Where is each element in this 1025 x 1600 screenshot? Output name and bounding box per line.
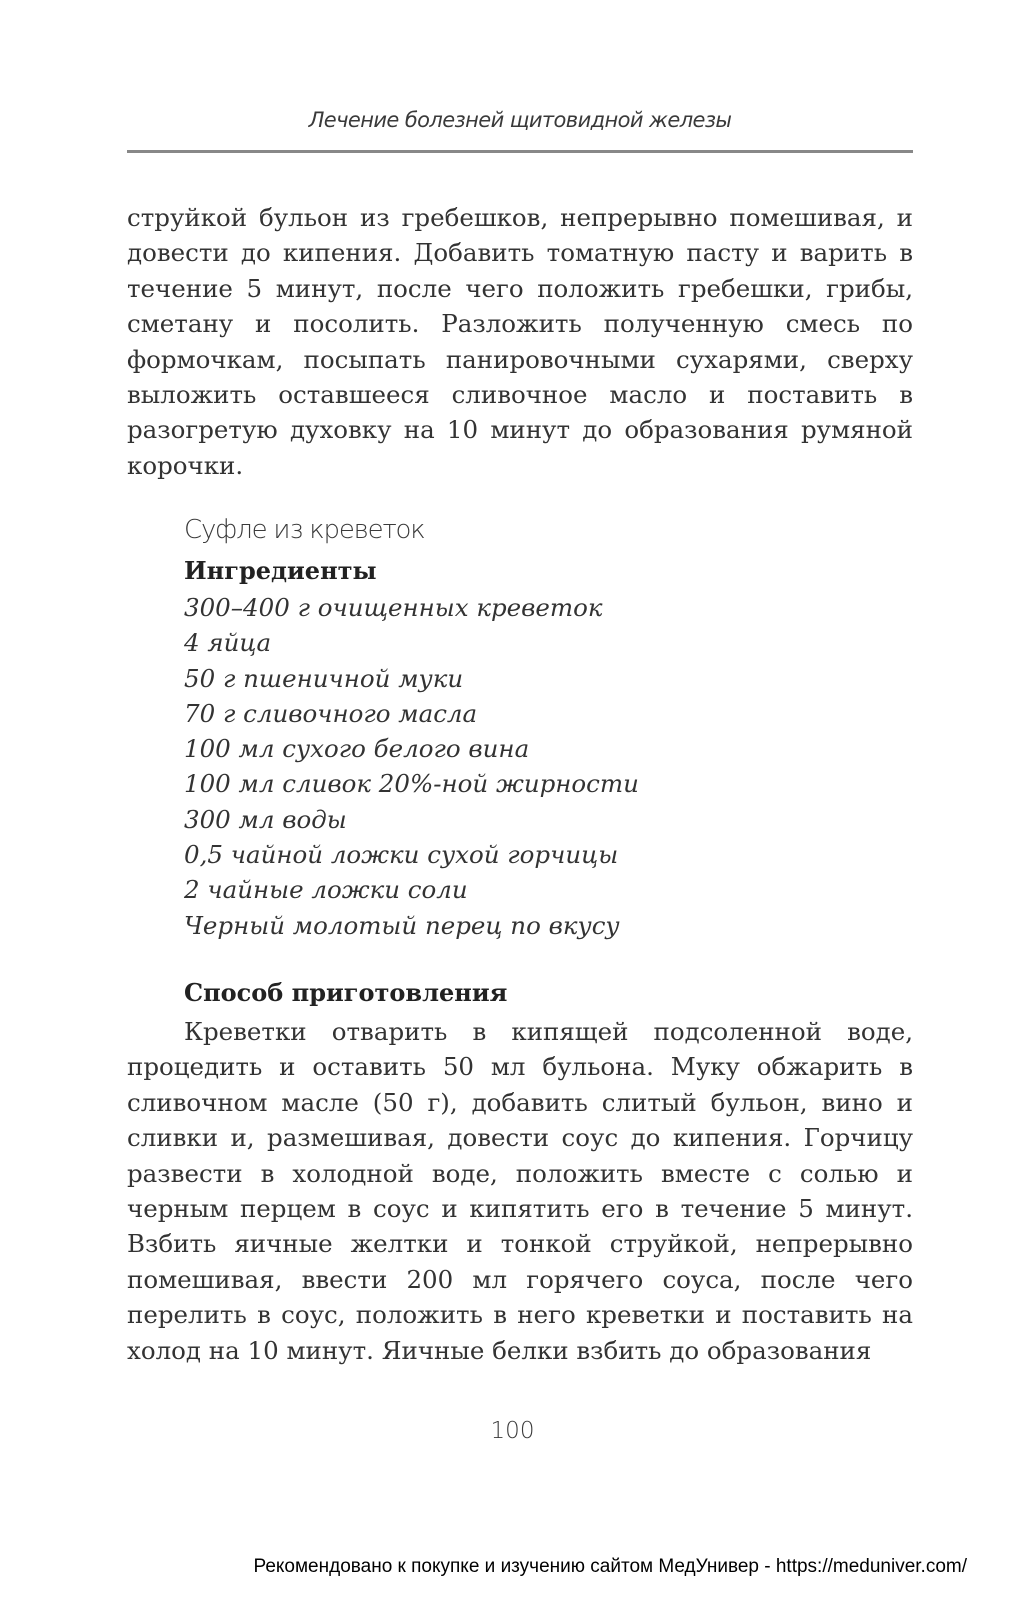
- header-rule: [127, 150, 913, 153]
- continued-paragraph: струйкой бульон из гребешков, непрерывно помешивая, и довести до кипения. Добавить томатную пасту и варить в течение 5 минут, после чего положить гребешки, грибы, сметану и посолить. Разложить полученную смесь по формочкам, посыпать панировочными сухарями, сверху выложить оставшееся сливочное масло и поставить в разогретую духовку на 10 минут до образования румяной корочки.: [127, 203, 913, 480]
- ingredient-item: 300 мл воды: [184, 804, 347, 834]
- method-heading: Способ приготовления: [184, 978, 508, 1007]
- ingredient-item: 100 мл сухого белого вина: [184, 734, 530, 764]
- method-paragraph: Креветки отварить в кипящей подсоленной воде, процедить и оставить 50 мл бульона. Муку обжарить в сливочном масле (50 г), добавить слитый бульон, вино и сливки и, размешивая, довести соус до кипения. Горчицу развести в холодной воде, положить вместе с солью и черным перцем в соус и кипятить его в течение 5 минут. Взбить яичные желтки и тонкой струйкой, непрерывно помешивая, ввести 200 мл горячего соуса, после чего перелить в соус, положить в него креветки и поставить на холод на 10 минут. Яичные белки взбить до образования: [127, 1017, 913, 1365]
- page-number: 100: [490, 1418, 535, 1444]
- ingredient-item: 50 г пшеничной муки: [184, 663, 464, 693]
- ingredient-item: 70 г сливочного масла: [184, 698, 478, 728]
- ingredients-list: [184, 590, 639, 943]
- footer-note: Рекомендовано к покупке и изучению сайтом МедУнивер - https://meduniver.com/: [253, 1556, 967, 1577]
- ingredient-item: 300–400 г очищенных креветок: [184, 593, 603, 622]
- ingredient-item: 100 мл сливок 20%-ной жирности: [184, 769, 639, 799]
- ingredient-item: Черный молотый перец по вкусу: [184, 910, 620, 940]
- recipe-title: Суфле из креветок: [184, 515, 425, 545]
- ingredient-item: 0,5 чайной ложки сухой горчицы: [184, 840, 619, 870]
- ingredient-item: 4 яйца: [184, 628, 272, 658]
- ingredient-item: 2 чайные ложки соли: [184, 875, 468, 905]
- ingredients-heading: Ингредиенты: [184, 556, 377, 585]
- running-header: Лечение болезней щитовидной железы: [308, 108, 732, 132]
